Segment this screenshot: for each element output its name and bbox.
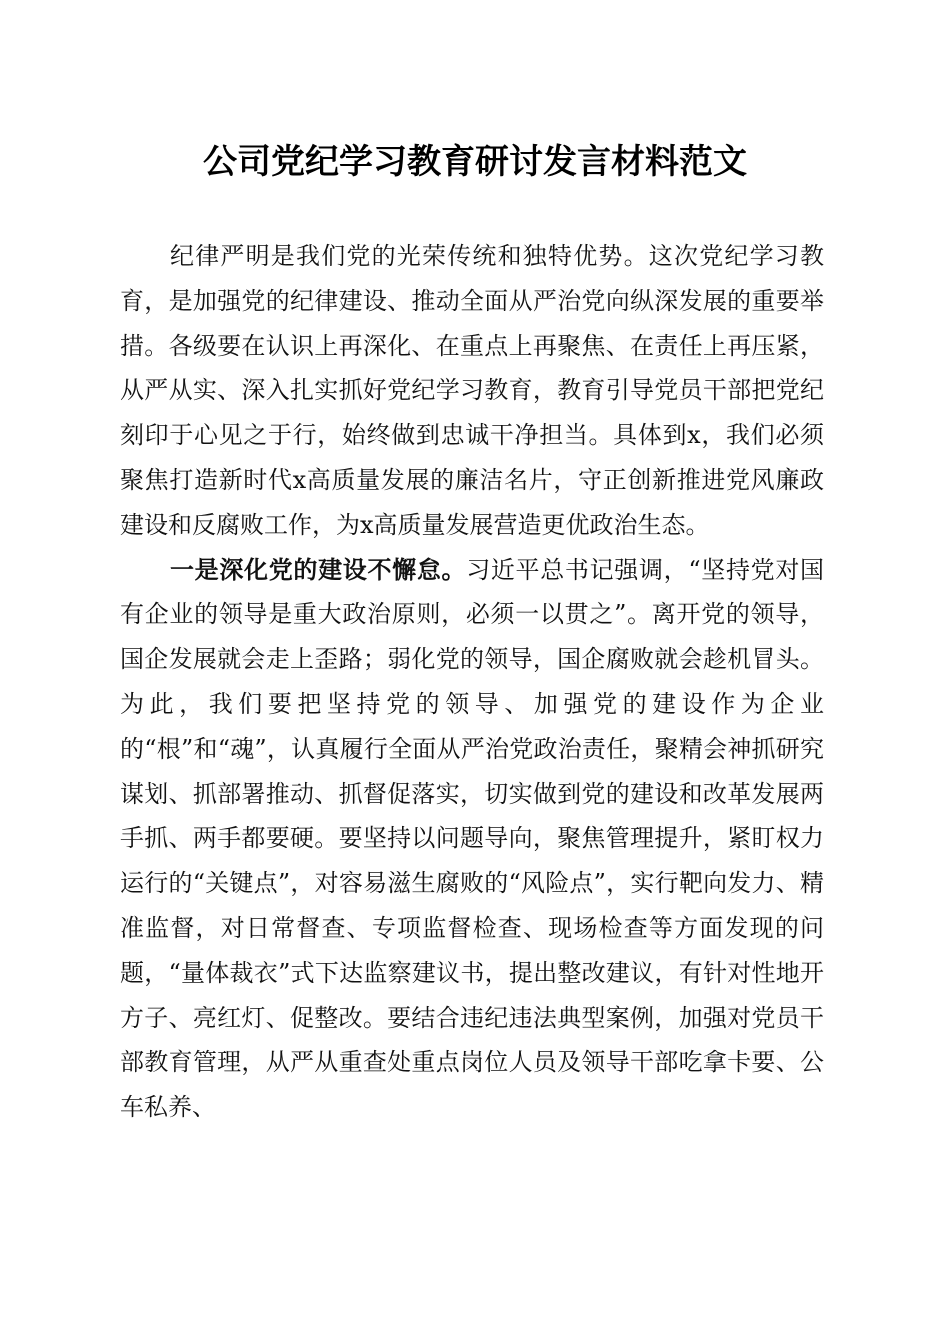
paragraph-text: 习近平总书记强调，“坚持党对国有企业的领导是重大政治原则，必须一以贯之”。离开党的领导，国企发展就会走上歪路；弱化党的领导，国企腐败就会趁机冒头。为此，我们要把坚持党的领导、加强党的建设作为企业的“根”和“魂”，认真履行全面从严治党政治责任，聚精会神抓研究谋划、抓部署推动、抓督促落实，切实做到党的建设和改革发展两手抓、两手都要硬。要坚持以问题导向，聚焦管理提升，紧盯权力运行的“关键点”，对容易滋生腐败的“风险点”，实行靶向发力、精准监督，对日常督查、专项监督检查、现场检查等方面发现的问题，“量体裁衣”式下达监察建议书，提出整改建议，有针对性地开方子、亮红灯、促整改。要结合违纪违法典型案例，加强对党员干部教育管理，从严从重查处重点岗位人员及领导干部吃拿卡要、公车私养、	[120, 555, 824, 1122]
document-title: 公司党纪学习教育研讨发言材料范文	[203, 142, 747, 182]
paragraph-intro	[120, 234, 824, 548]
paragraph-text: 纪律严明是我们党的光荣传统和独特优势。这次党纪学习教育，是加强党的纪律建设、推动全面从严治党向纵深发展的重要举措。各级要在认识上再深化、在重点上再聚焦、在责任上再压紧，从严从实、深入扎实抓好党纪学习教育，教育引导党员干部把党纪刻印于心见之于行，始终做到忠诚干净担当。具体到x，我们必须聚焦打造新时代x高质量发展的廉洁名片，守正创新推进党风廉政建设和反腐败工作，为x高质量发展营造更优政治生态。	[120, 242, 824, 539]
paragraph-lead-heading: 一是深化党的建设不懈怠。	[170, 554, 467, 584]
document-body	[120, 234, 824, 1130]
paragraph-point-one	[120, 548, 824, 1130]
